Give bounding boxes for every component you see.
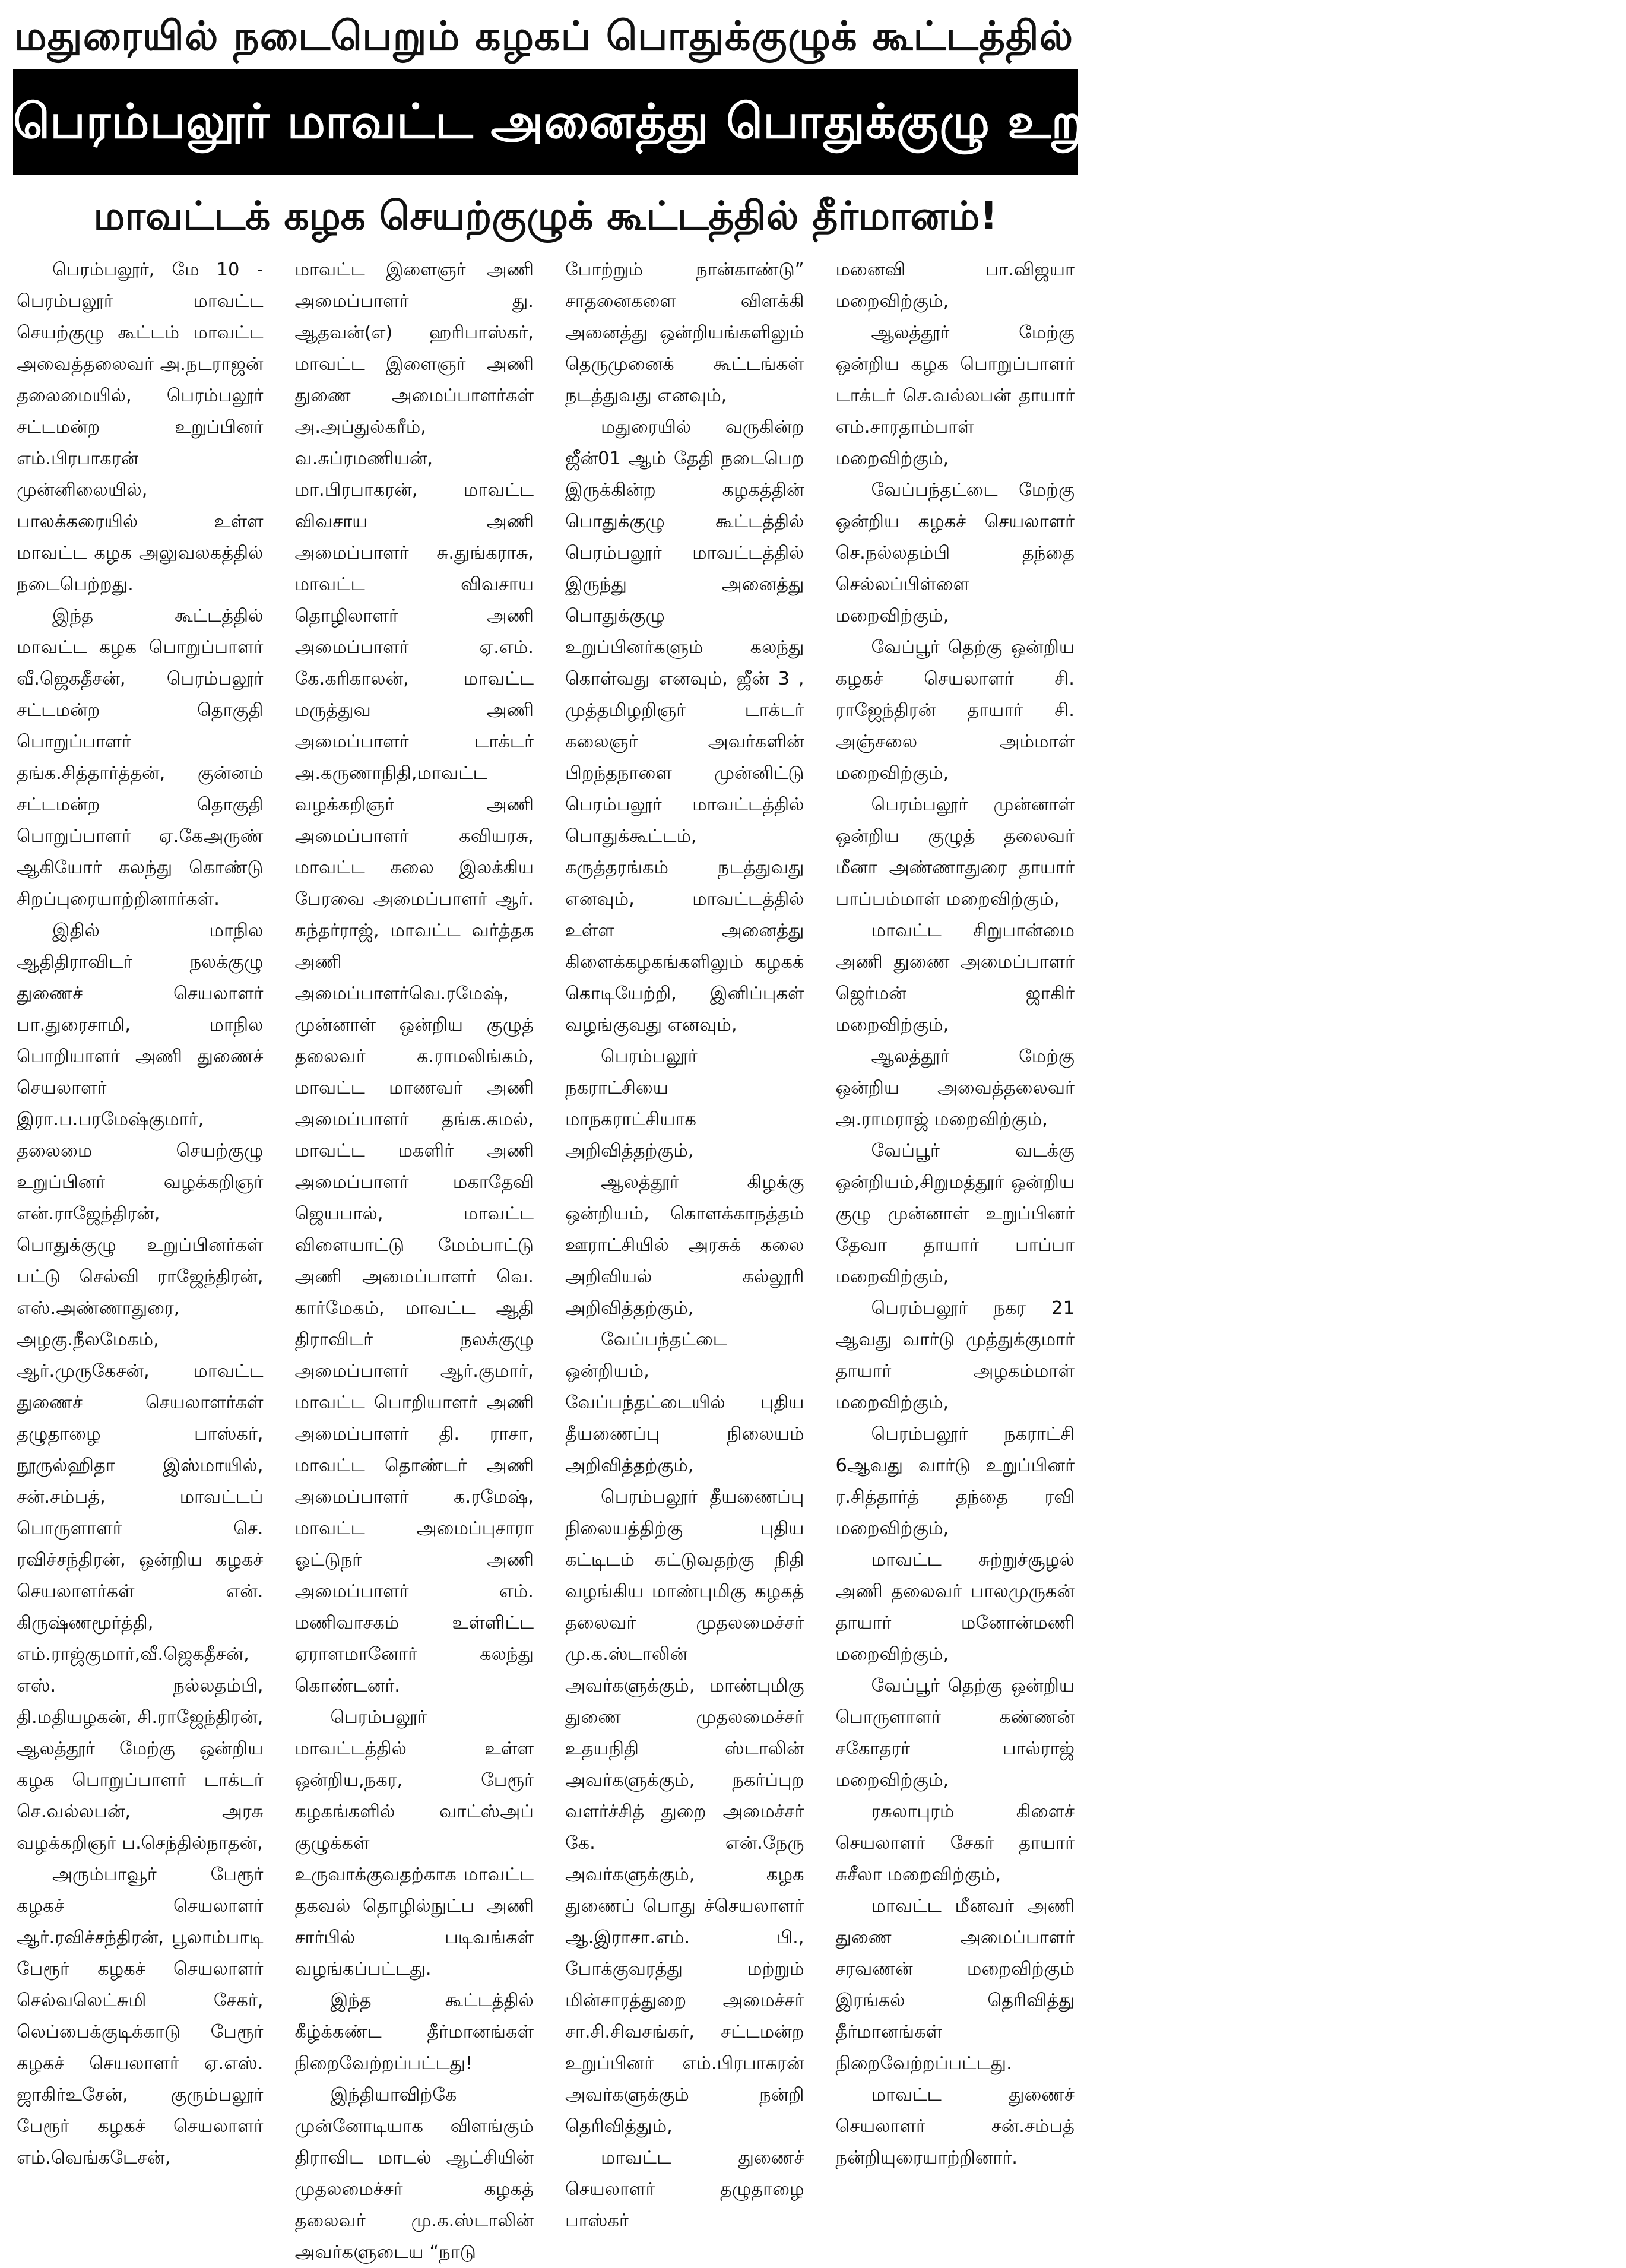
paragraph: இந்த கூட்டத்தில் மாவட்ட கழக பொறுப்பாளர் வீ.ஜெகதீசன், பெரம்பலூர் சட்டமன்ற தொகுதி பொறுப்பாளர் தங்க.சித்தார்த்தன், குன்னம் சட்டமன்ற தொகுதி பொறுப்பாளர் ஏ.கேஅருண் ஆகியோர் கலந்து கொண்டு சிறப்புரையாற்றினார்கள். [17,606,264,910]
paragraph: மாவட்ட மீனவர் அணி துணை அமைப்பாளர் சரவணன் மறைவிற்கும் இரங்கல் தெரிவித்து தீர்மானங்கள் நிறைவேற்றப்பட்டது. [835,1896,1075,2074]
paragraph: பெரம்பலூர் தீயணைப்பு நிலையத்திற்கு புதிய கட்டிடம் கட்டுவதற்கு நிதி வழங்கிய மாண்புமிகு கழகத் தலைவர் முதலமைச்சர் மு.க.ஸ்டாலின் அவர்களுக்கும், மாண்புமிகு துணை முதலமைச்சர் உதயநிதி ஸ்டாலின் அவர்களுக்கும், நகர்ப்புற வளர்ச்சித் துறை அமைச்சர் கே. என்.நேரு அவர்களுக்கும், கழக துணைப் பொது ச்செயலாளர் ஆ.இராசா.எம். பி., போக்குவரத்து மற்றும் மின்சாரத்துறை அமைச்சர் சா.சி.சிவசங்கர், சட்டமன்ற உறுப்பினர் எம்.பிரபாகரன் அவர்களுக்கும் நன்றி தெரிவித்தும், [565,1487,804,2137]
article-column-4 [825,254,1079,2268]
paragraph: வேப்பந்தட்டை ஒன்றியம், வேப்பந்தட்டையில் புதிய தீயணைப்பு நிலையம் அறிவித்தற்கும், [565,1329,804,1476]
paragraph: பெரம்பலூர் நகராட்சி 6ஆவது வார்டு உறுப்பினர் ர.சித்தார்த் தந்தை ரவி மறைவிற்கும், [835,1424,1075,1539]
paragraph: இந்த கூட்டத்தில் கீழ்க்கண்ட தீர்மானங்கள் நிறைவேற்றப்பட்டது! [294,1990,534,2074]
paragraph: மாவட்ட சுற்றுச்சூழல் அணி தலைவர் பாலமுருகன் தாயார் மனோன்மணி மறைவிற்கும், [835,1550,1075,1665]
paragraph: அரும்பாவூர் பேரூர் கழகச் செயலாளர் ஆர்.ரவிச்சந்திரன், பூலாம்பாடி பேரூர் கழகச் செயலாளர் செல்வலெட்சுமி சேகர், லெப்பைக்குடிக்காடு பேரூர் கழகச் செயலாளர் ஏ.எஸ். ஜாகிர்உசேன், குரும்பலூர் பேரூர் கழகச் செயலாளர் எம்.வெங்கடேசன், [17,1864,264,2168]
paragraph: வேப்பூர் தெற்கு ஒன்றிய பொருளாளர் கண்ணன் சகோதரர் பால்ராஜ் மறைவிற்கும், [835,1675,1075,1791]
paragraph: பெரம்பலூர் நகராட்சியை மாநகராட்சியாக அறிவித்தற்கும், [565,1046,698,1161]
paragraph: மதுரையில் வருகின்ற ஜீன்01 ஆம் தேதி நடைபெற இருக்கின்ற கழகத்தின் பொதுக்குழு கூட்டத்தில் பெரம்பலூர் மாவட்டத்தில் இருந்து அனைத்து பொதுக்குழு உறுப்பினர்களும் கலந்து கொள்வது எனவும், ஜீன் 3 , முத்தமிழறிஞர் டாக்டர் கலைஞர் அவர்களின் பிறந்தநாளை முன்னிட்டு பெரம்பலூர் மாவட்டத்தில் பொதுக்கூட்டம், கருத்தரங்கம் நடத்துவது எனவும், மாவட்டத்தில் உள்ள அனைத்து கிளைக்கழகங்களிலும் கழகக் கொடியேற்றி, இனிப்புகள் வழங்குவது எனவும், [565,417,804,1035]
article-column-1 [13,254,267,2268]
paragraph: பெரம்பலூர் முன்னாள் ஒன்றிய குழுத் தலைவர் மீனா அண்ணாதுரை தாயார் பாப்பம்மாள் மறைவிற்கும், [835,794,1075,910]
paragraph: வேப்பூர் தெற்கு ஒன்றிய கழகச் செயலாளர் சி. ராஜேந்திரன் தாயார் சி. அஞ்சலை அம்மாள் மறைவிற்கும், [835,637,1075,784]
kicker-line: மதுரையில் நடைபெறும் கழகப் பொதுக்குழுக் கூட்டத்தில் [14,13,1074,60]
article-columns [13,254,1078,2263]
headline-banner: பெரம்பலூர் மாவட்ட அனைத்து பொதுக்குழு உறுப்பினர்களும் பங்கேற்பு! [13,69,1078,175]
paragraph: மாவட்ட சிறுபான்மை அணி துணை அமைப்பாளர் ஜெர்மன் ஜாகிர் மறைவிற்கும், [835,920,1075,1035]
paragraph: பெரம்பலூர், மே 10 - பெரம்பலூர் மாவட்ட செயற்குழு கூட்டம் மாவட்ட அவைத்தலைவர் அ.நடராஜன் தலைமையில், பெரம்பலூர் சட்டமன்ற உறுப்பினர் எம்.பிரபாகரன் முன்னிலையில், பாலக்கரையில் உள்ள மாவட்ட கழக அலுவலகத்தில் நடைபெற்றது. [17,259,264,595]
paragraph: இந்தியாவிற்கே முன்னோடியாக விளங்கும் திராவிட மாடல் ஆட்சியின் முதலமைச்சர் கழகத் தலைவர் மு.க.ஸ்டாலின் அவர்களுடைய “நாடு [294,2085,534,2263]
paragraph: வேப்பந்தட்டை மேற்கு ஒன்றிய கழகச் செயலாளர் செ.நல்லதம்பி தந்தை செல்லப்பிள்ளை மறைவிற்கும், [835,480,1075,626]
paragraph: ஆலத்தூர் கிழக்கு ஒன்றியம், கொளக்காநத்தம் ஊராட்சியில் அரசுக் கலை அறிவியல் கல்லூரி அறிவித்தற்கும், [565,1172,804,1319]
paragraph: பெரம்பலூர் நகர 21 ஆவது வார்டு முத்துக்குமார் தாயார் அழகம்மாள் மறைவிற்கும், [835,1298,1075,1413]
paragraph: மாவட்ட இளைஞர் அணி அமைப்பாளர் து. ஆதவன்(எ) ஹரிபாஸ்கர், மாவட்ட இளைஞர் அணி துணை அமைப்பாளர்கள் அ.அப்துல்கரீம், வ.சுப்ரமணியன், மா.பிரபாகரன், மாவட்ட விவசாய அணி அமைப்பாளர் சு.துங்கராசு, மாவட்ட விவசாய தொழிலாளர் அணி அமைப்பாளர் ஏ.எம். கே.கரிகாலன், மாவட்ட மருத்துவ அணி அமைப்பாளர் டாக்டர் அ.கருணாநிதி,மாவட்ட வழக்கறிஞர் அணி அமைப்பாளர் கவியரசு, மாவட்ட கலை இலக்கிய பேரவை அமைப்பாளர் ஆர். சுந்தர்ராஜ், மாவட்ட வர்த்தக அணி அமைப்பாளர்வெ.ரமேஷ், முன்னாள் ஒன்றிய குழுத் தலைவர் க.ராமலிங்கம், மாவட்ட மாணவர் அணி அமைப்பாளர் தங்க.கமல், மாவட்ட மகளிர் அணி அமைப்பாளர் மகாதேவி ஜெயபால், மாவட்ட விளையாட்டு மேம்பாட்டு அணி அமைப்பாளர் வெ. கார்மேகம், மாவட்ட ஆதி திராவிடர் நலக்குழு அமைப்பாளர் ஆர்.குமார், மாவட்ட பொறியாளர் அணி அமைப்பாளர் தி. ராசா, மாவட்ட தொண்டர் அணி அமைப்பாளர் க.ரமேஷ், மாவட்ட அமைப்புசாரா ஓட்டுநர் அணி அமைப்பாளர் எம். மணிவாசகம் உள்ளிட்ட ஏராளமானோர் கலந்து கொண்டனர். [294,259,534,1696]
article-column-2 [284,254,538,2268]
paragraph: போற்றும் நான்காண்டு” சாதனைகளை விளக்கி அனைத்து ஒன்றியங்களிலும் தெருமுனைக் கூட்டங்கள் நடத்துவது எனவும், [565,259,804,406]
paragraph: இதில் மாநில ஆதிதிராவிடர் நலக்குழு துணைச் செயலாளர் பா.துரைசாமி, மாநில பொறியாளர் அணி துணைச் செயலாளர் இரா.ப.பரமேஷ்குமார், தலைமை செயற்குழு உறுப்பினர் வழக்கறிஞர் என்.ராஜேந்திரன், பொதுக்குழு உறுப்பினர்கள் பட்டு செல்வி ராஜேந்திரன், எஸ்.அண்ணாதுரை, அழகு.நீலமேகம், ஆர்.முருகேசன், மாவட்ட துணைச் செயலாளர்கள் தழுதாழை பாஸ்கர், நூருல்ஹிதா இஸ்மாயில், சன்.சம்பத், மாவட்டப் பொருளாளர் செ. ரவிச்சந்திரன், ஒன்றிய கழகச் செயலாளர்கள் என். கிருஷ்ணமூர்த்தி, எம்.ராஜ்குமார்,வீ.ஜெகதீசன், எஸ். நல்லதம்பி, தி.மதியழகன், சி.ராஜேந்திரன், ஆலத்தூர் மேற்கு ஒன்றிய கழக பொறுப்பாளர் டாக்டர் செ.வல்லபன், அரசு வழக்கறிஞர் ப.செந்தில்நாதன், [17,920,264,1854]
paragraph: ஆலத்தூர் மேற்கு ஒன்றிய கழக பொறுப்பாளர் டாக்டர் செ.வல்லபன் தாயார் எம்.சாரதாம்பாள் மறைவிற்கும், [835,322,1075,469]
paragraph: மனைவி பா.விஜயா மறைவிற்கும், [835,259,1075,312]
paragraph: மாவட்ட துணைச் செயலாளர் தழுதாழை பாஸ்கர் [565,2147,804,2231]
paragraph: ஆலத்தூர் மேற்கு ஒன்றிய அவைத்தலைவர் அ.ராமராஜ் மறைவிற்கும், [835,1046,1075,1130]
paragraph: பெரம்பலூர் மாவட்டத்தில் உள்ள ஒன்றிய,நகர, பேரூர் கழகங்களில் வாட்ஸ்அப் குழுக்கள் உருவாக்குவதற்காக மாவட்ட தகவல் தொழில்நுட்ப அணி சார்பில் படிவங்கள் வழங்கப்பட்டது. [294,1707,534,1979]
paragraph: வேப்பூர் வடக்கு ஒன்றியம்,சிறுமத்தூர் ஒன்றிய குழு முன்னாள் உறுப்பினர் தேவா தாயார் பாப்பா மறைவிற்கும், [835,1141,1075,1287]
paragraph: மாவட்ட துணைச் செயலாளர் சன்.சம்பத் நன்றியுரையாற்றினார். [835,2085,1075,2168]
paragraph: ரசுலாபுரம் கிளைச் செயலாளர் சேகர் தாயார் சுசீலா மறைவிற்கும், [835,1801,1075,1885]
article-column-3 [554,254,808,2268]
subheadline: மாவட்டக் கழக செயற்குழுக் கூட்டத்தில் தீர்மானம்! [93,193,998,239]
